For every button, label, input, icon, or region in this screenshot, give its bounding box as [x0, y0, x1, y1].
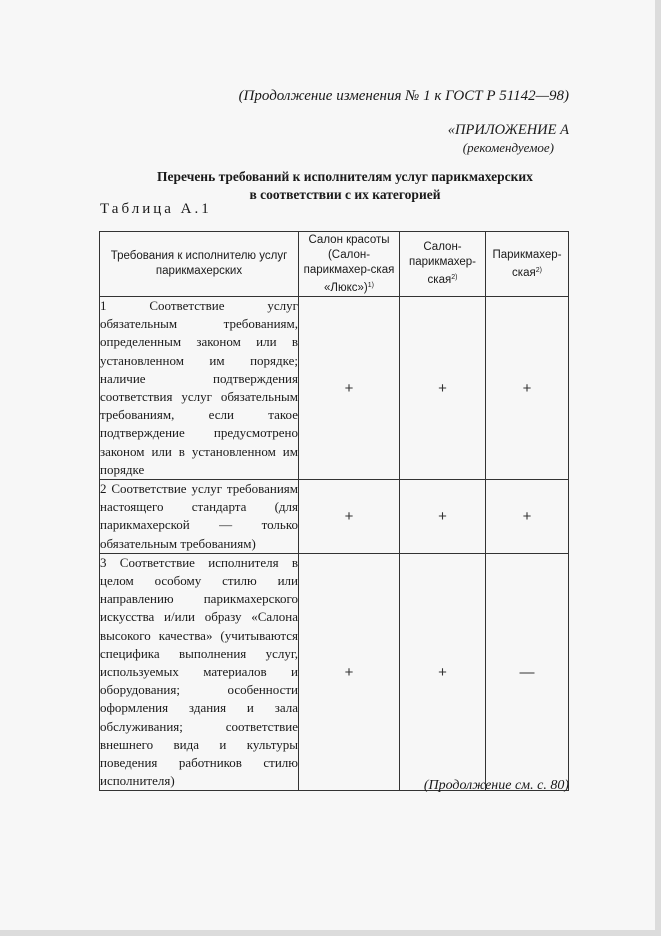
- header-salon-footnote: 2): [451, 274, 458, 281]
- continuation-footer: (Продолжение см. с. 80): [423, 778, 569, 793]
- header-requirements: Требования к исполнителю услуг парикмахерских: [100, 232, 299, 297]
- row-1-barber-mark: +: [486, 297, 569, 480]
- header-salon-label: Салон-парикмахер-ская: [408, 241, 477, 286]
- table-row: [100, 297, 569, 480]
- document-title-line1: Перечень требований к исполнителям услуг парикмахерских: [157, 169, 533, 184]
- continuation-header: (Продолжение изменения № 1 к ГОСТ Р 51142—98): [238, 88, 569, 104]
- row-3-lux-mark: +: [299, 553, 400, 791]
- row-1-requirement: 1 Соответствие услуг обязательным требованиям, определенным законом или в установленном им порядке; наличие подтверждения соответствия услуг обязательным требованиям, если такое подтверждение предусмотрено законом или в установленном им порядке: [100, 297, 299, 480]
- document-title: [100, 168, 590, 204]
- table-row: [100, 553, 569, 791]
- row-2-requirement: 2 Соответствие услуг требованиям настоящего стандарта (для парикмахерской — только обязательным требованиям): [100, 480, 299, 554]
- table-row: [100, 480, 569, 554]
- header-lux: [299, 232, 400, 297]
- row-1-lux-mark: +: [299, 297, 400, 480]
- header-lux-footnote: 1): [367, 281, 374, 289]
- row-3-salon-mark: +: [400, 553, 486, 791]
- row-2-salon-mark: +: [400, 480, 486, 554]
- row-3-barber-mark: —: [486, 553, 569, 791]
- header-barber-footnote: 2): [535, 266, 542, 274]
- requirements-table: [99, 231, 569, 791]
- header-barber: [486, 232, 569, 297]
- row-2-barber-mark: +: [486, 480, 569, 554]
- table-header-row: [100, 232, 569, 297]
- table-label: Таблица А.1: [100, 201, 212, 217]
- row-2-lux-mark: +: [299, 480, 400, 554]
- header-barber-label: Парикмахер-ская: [492, 248, 562, 279]
- appendix-title: «ПРИЛОЖЕНИЕ А: [447, 122, 569, 138]
- header-salon: [400, 232, 486, 297]
- appendix-heading: [448, 121, 569, 157]
- row-1-salon-mark: +: [400, 297, 486, 480]
- appendix-subtitle: (рекомендуемое): [462, 140, 554, 155]
- document-title-line2: в соответствии с их категорией: [249, 187, 441, 202]
- header-lux-label: Салон красоты (Салон-парикмахер-ская «Люкс»): [303, 233, 395, 294]
- row-3-requirement: 3 Соответствие исполнителя в целом особому стилю или направлению парикмахерского искусства и/или образу «Салона высокого качества» (учитываются специфика выполнения услуг, используемых материалов и оборудования; особенности оформления здания и зала обслуживания; соответствие внешнего вида и культуры поведения работников стилю исполнителя): [100, 553, 299, 791]
